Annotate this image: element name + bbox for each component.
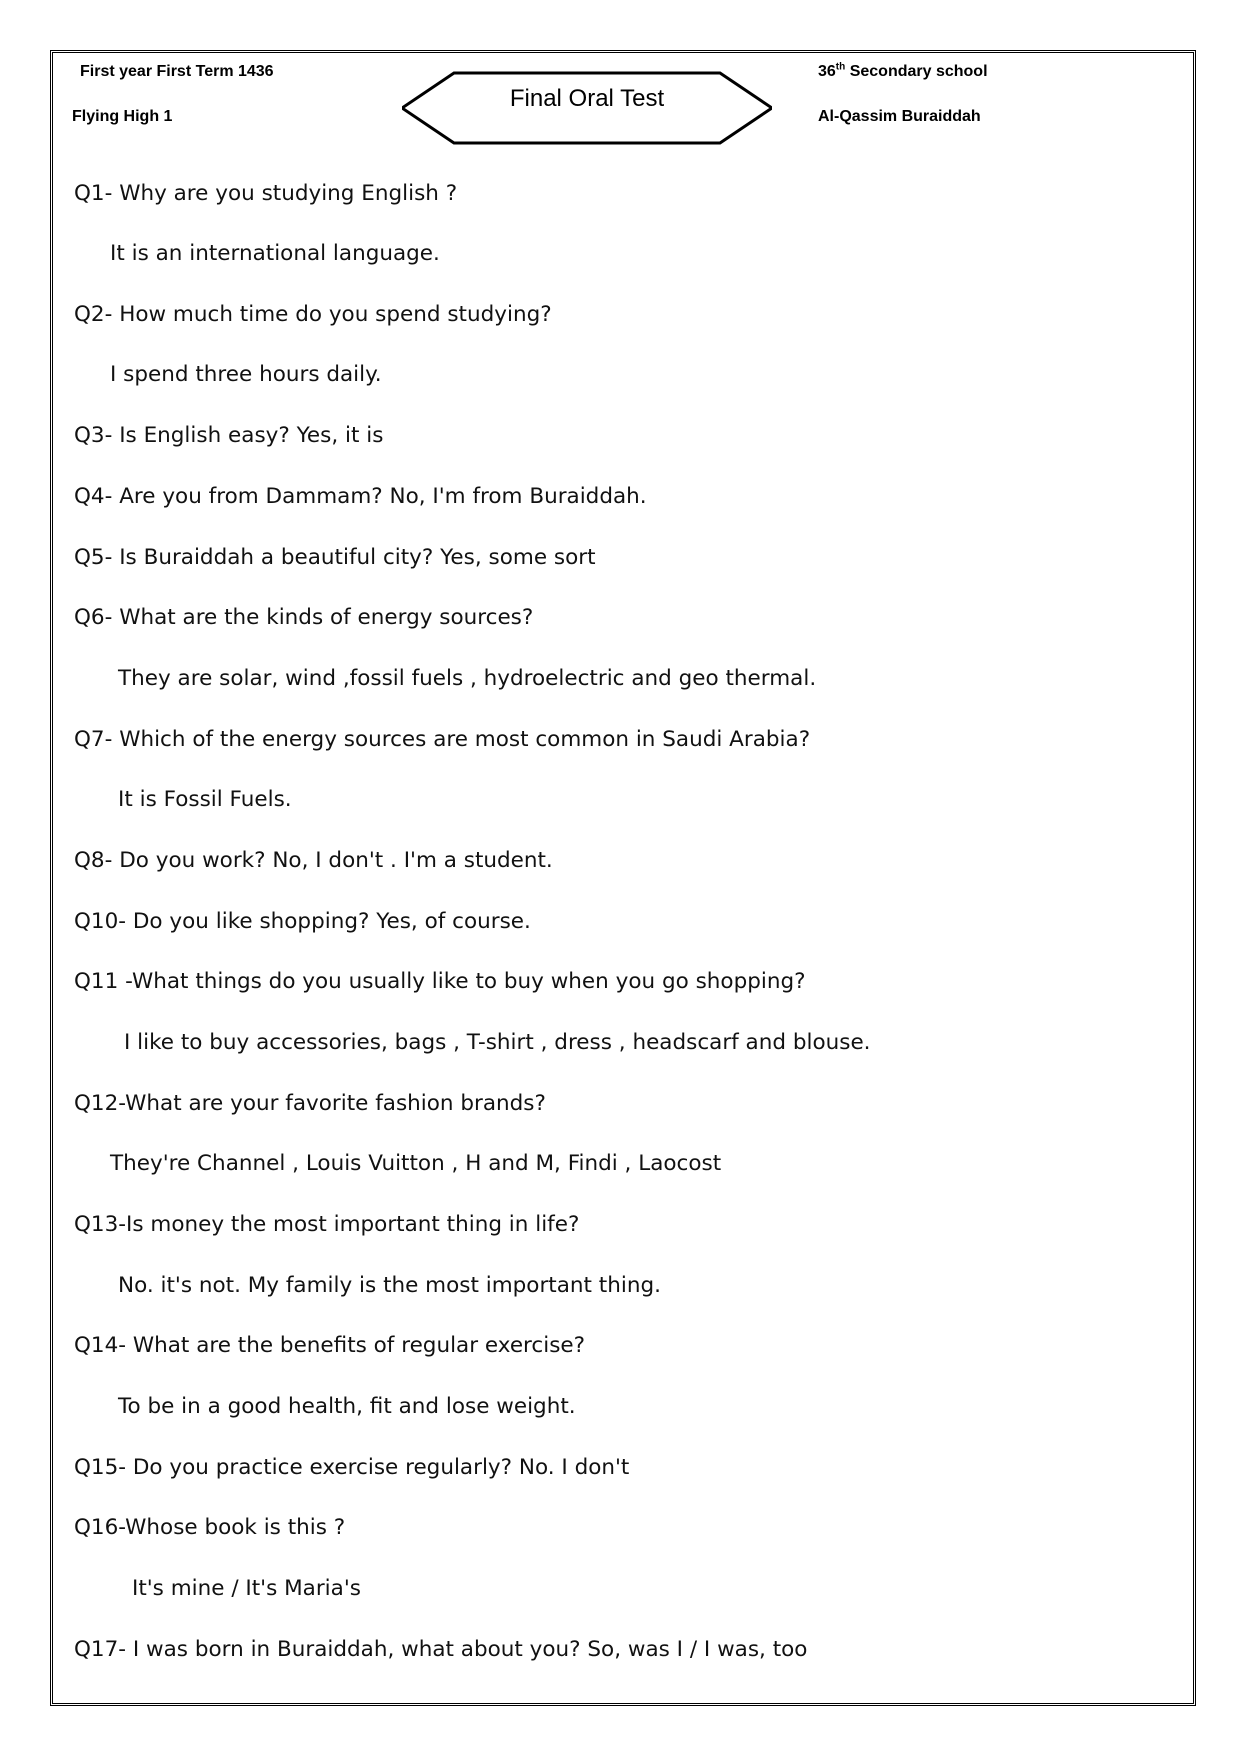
school-number-suffix: th (835, 61, 846, 73)
question-line: Q17- I was born in Buraiddah, what about you? So, was I / I was, too (74, 1637, 808, 1662)
question-line: Q3- Is English easy? Yes, it is (74, 423, 384, 448)
question-line: Q2- How much time do you spend studying? (74, 302, 552, 327)
answer-line: To be in a good health, fit and lose weight. (118, 1394, 576, 1419)
answer-line: I like to buy accessories, bags , T-shirt , dress , headscarf and blouse. (124, 1030, 871, 1055)
question-line: Q5- Is Buraiddah a beautiful city? Yes, some sort (74, 545, 596, 570)
school-name-label (818, 62, 988, 82)
answer-line: It is Fossil Fuels. (118, 787, 292, 812)
answer-line: It's mine / It's Maria's (132, 1576, 361, 1601)
question-line: Q14- What are the benefits of regular exercise? (74, 1333, 586, 1358)
question-line: Q15- Do you practice exercise regularly? No. I don't (74, 1455, 630, 1480)
answer-line: No. it's not. My family is the most important thing. (118, 1273, 661, 1298)
question-line: Q13-Is money the most important thing in life? (74, 1212, 580, 1237)
question-line: Q16-Whose book is this ? (74, 1515, 346, 1540)
answer-line: They are solar, wind ,fossil fuels , hydroelectric and geo thermal. (118, 666, 817, 691)
school-number: 36 (818, 63, 836, 80)
course-term-label: First year First Term 1436 (80, 63, 274, 80)
question-line: Q4- Are you from Dammam? No, I'm from Buraiddah. (74, 484, 647, 509)
question-line: Q12-What are your favorite fashion brands? (74, 1091, 546, 1116)
page-title: Final Oral Test (509, 85, 665, 112)
answer-line: I spend three hours daily. (110, 362, 382, 387)
question-line: Q10- Do you like shopping? Yes, of course. (74, 909, 531, 934)
question-line: Q8- Do you work? No, I don't . I'm a student. (74, 848, 553, 873)
question-line: Q11 -What things do you usually like to buy when you go shopping? (74, 969, 806, 994)
question-line: Q7- Which of the energy sources are most common in Saudi Arabia? (74, 727, 811, 752)
textbook-label: Flying High 1 (72, 108, 173, 125)
question-line: Q6- What are the kinds of energy sources? (74, 605, 534, 630)
question-line: Q1- Why are you studying English ? (74, 181, 458, 206)
answer-line: It is an international language. (110, 241, 440, 266)
school-name: Secondary school (845, 63, 988, 80)
answer-line: They're Channel , Louis Vuitton , H and M, Findi , Laocost (110, 1151, 722, 1176)
school-location-label: Al-Qassim Buraiddah (818, 108, 981, 125)
